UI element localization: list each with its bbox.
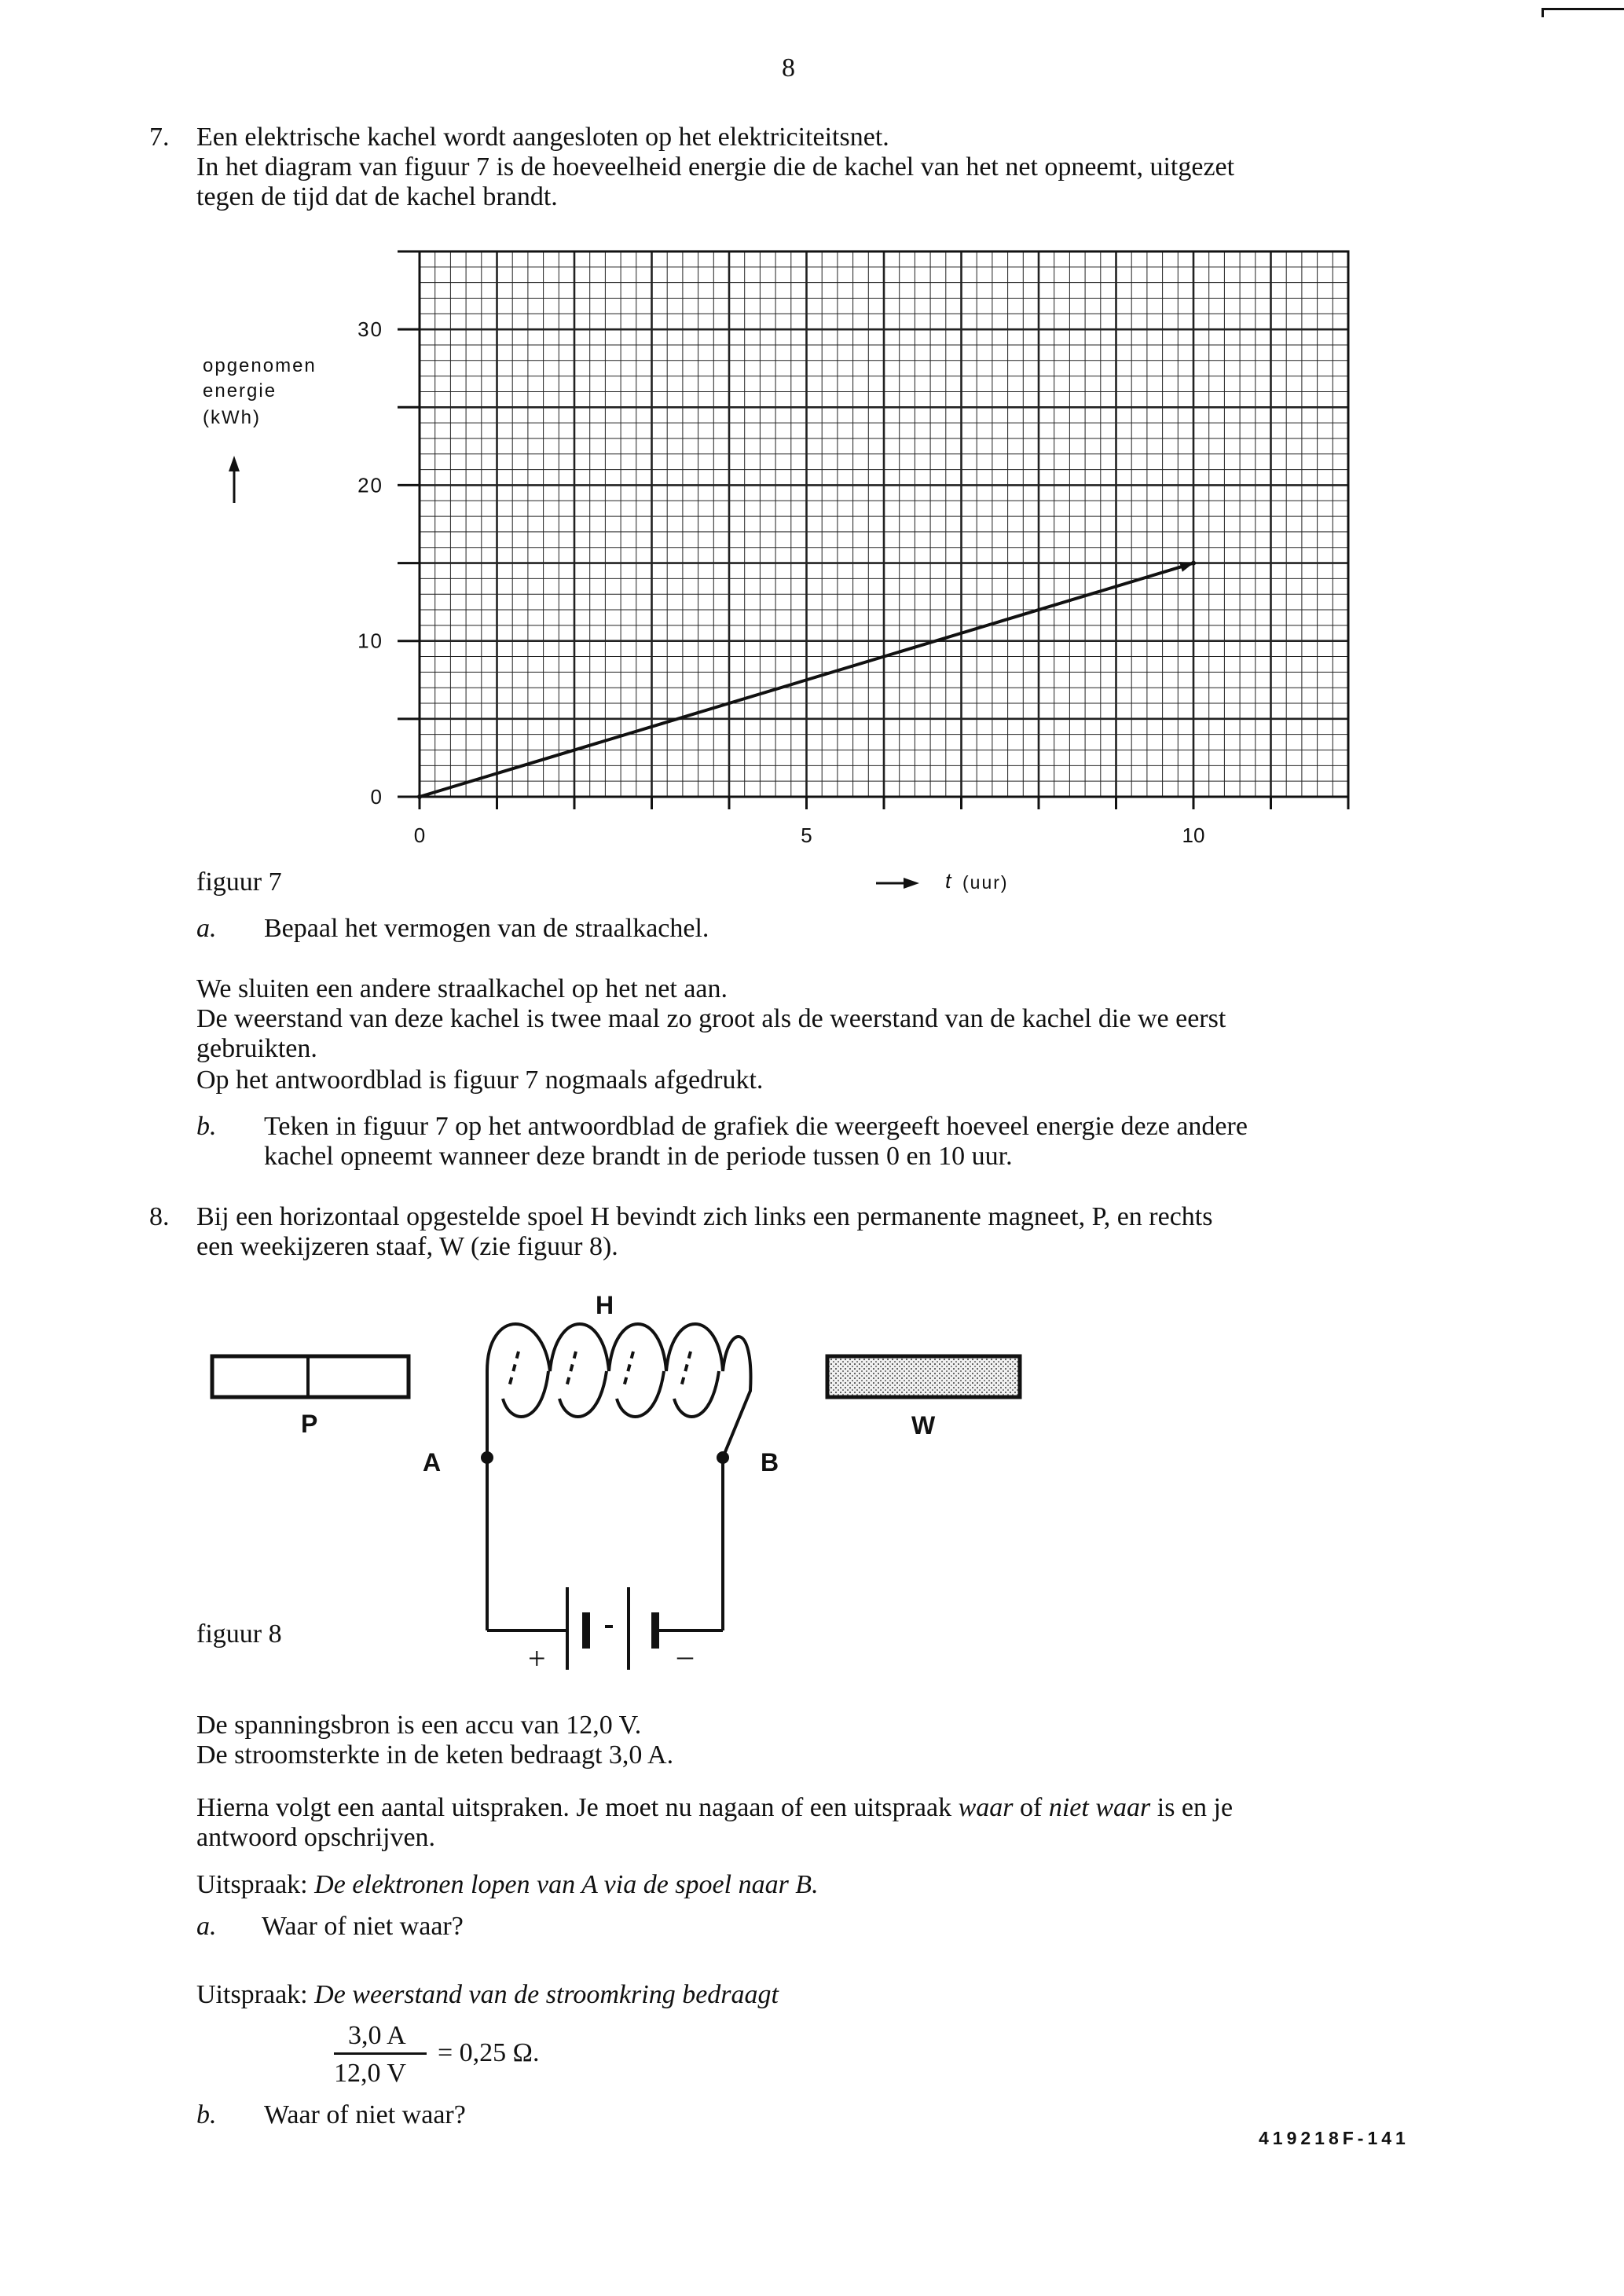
fraction-result: = 0,25 Ω. <box>438 2038 540 2067</box>
node-a-dot <box>481 1451 493 1464</box>
q7b-text-line-2: kachel opneemt wanneer deze brandt in de periode tussen 0 en 10 uur. <box>264 1142 1013 1171</box>
q7a-label: a. <box>196 914 217 943</box>
statement-2-text: De weerstand van de stroomkring bedraagt <box>314 1980 779 2009</box>
q8-instructions-line-2: antwoord opschrijven. <box>196 1823 436 1852</box>
corner-mark <box>1542 8 1624 10</box>
figure-8-caption: figuur 8 <box>196 1619 282 1649</box>
q8-instructions-end: is en je <box>1157 1793 1234 1822</box>
q8-instructions-line-1 <box>196 1793 1233 1823</box>
q7-intro-line-1: Een elektrische kachel wordt aangesloten op het elektriciteitsnet. <box>196 123 889 152</box>
q8-instructions-text: Hierna volgt een aantal uitspraken. Je moet nu nagaan of een uitspraak <box>196 1793 952 1822</box>
x-axis-unit: (uur) <box>962 872 1009 893</box>
magnet-label-p: P <box>301 1410 318 1438</box>
y-tick-label: 30 <box>357 317 383 342</box>
soft-iron-bar-w <box>827 1356 1020 1397</box>
coil-label-h: H <box>596 1291 614 1319</box>
q7-number: 7. <box>149 123 170 152</box>
y-tick-label: 20 <box>357 473 383 497</box>
battery-minus-sign: – <box>677 1638 693 1673</box>
fraction-numerator: 3,0 A <box>348 2021 406 2050</box>
y-axis-label-line-3: (kWh) <box>203 407 261 428</box>
x-tick-label: 0 <box>413 823 426 847</box>
statement-1-text: De elektronen lopen van A via de spoel naar B. <box>314 1870 819 1899</box>
corner-mark-tick <box>1542 8 1544 17</box>
q8-source-line-1: De spanningsbron is een accu van 12,0 V. <box>196 1711 642 1740</box>
q7-middle-line-3: gebruikten. <box>196 1034 317 1063</box>
q7b-text-line-1: Teken in figuur 7 op het antwoordblad de grafiek die weergeeft hoeveel energie deze andere <box>264 1112 1248 1141</box>
q8-number: 8. <box>149 1202 170 1231</box>
q8b-question: Waar of niet waar? <box>264 2100 466 2129</box>
magnet-p <box>212 1356 409 1397</box>
statement-2-label: Uitspraak: <box>196 1980 308 2009</box>
q8a-label: a. <box>196 1912 217 1941</box>
q8-instructions-niet-waar: niet waar <box>1048 1793 1151 1822</box>
q7a-text: Bepaal het vermogen van de straalkachel. <box>264 914 709 943</box>
q8-instructions-of: of <box>1020 1793 1043 1822</box>
q7-intro-line-2: In het diagram van figuur 7 is de hoeveelheid energie die de kachel van het net opneemt, uitgezet <box>196 152 1235 182</box>
statement-1 <box>196 1870 819 1900</box>
q7-middle-line-2: De weerstand van deze kachel is twee maal zo groot als de weerstand van de kachel die we eerst <box>196 1004 1226 1033</box>
fraction-denominator: 12,0 V <box>334 2059 406 2088</box>
page-number: 8 <box>782 53 795 83</box>
q8a-question: Waar of niet waar? <box>262 1912 464 1941</box>
figure-7-caption: figuur 7 <box>196 867 282 897</box>
fraction-bar <box>334 2052 427 2055</box>
q8-instructions-waar: waar <box>958 1793 1014 1822</box>
x-tick-label: 5 <box>801 823 812 847</box>
q7-intro-line-3: tegen de tijd dat de kachel brandt. <box>196 182 558 211</box>
node-label-b: B <box>761 1448 779 1476</box>
q7-middle-line-4: Op het antwoordblad is figuur 7 nogmaals afgedrukt. <box>196 1065 764 1095</box>
q7-middle-line-1: We sluiten een andere straalkachel op het net aan. <box>196 974 728 1003</box>
x-axis-variable: t <box>945 869 951 893</box>
statement-2 <box>196 1980 779 2010</box>
statement-1-label: Uitspraak: <box>196 1870 308 1899</box>
q8-intro-line-1: Bij een horizontaal opgestelde spoel H bevindt zich links een permanente magneet, P, en rechts <box>196 1202 1213 1231</box>
q8b-label: b. <box>196 2100 217 2129</box>
footer-code: 419218F-141 <box>1259 2128 1410 2148</box>
y-tick-label: 0 <box>370 785 383 809</box>
x-tick-label: 10 <box>1182 823 1205 847</box>
q8-source-line-2: De stroomsterkte in de keten bedraagt 3,0 A. <box>196 1740 674 1770</box>
q7b-label: b. <box>196 1112 217 1141</box>
node-label-a: A <box>423 1448 442 1476</box>
node-b-dot <box>717 1451 729 1464</box>
battery-plus-sign: + <box>528 1641 546 1676</box>
y-axis-label-line-1: opgenomen <box>203 355 317 376</box>
battery <box>567 1587 655 1670</box>
y-axis-label-line-2: energie <box>203 380 277 402</box>
q8-intro-line-2: een weekijzeren staaf, W (zie figuur 8). <box>196 1232 618 1261</box>
y-tick-label: 10 <box>357 629 383 653</box>
coil-h <box>487 1324 751 1458</box>
iron-label-w: W <box>911 1411 936 1440</box>
circuit-wires <box>487 1458 723 1630</box>
